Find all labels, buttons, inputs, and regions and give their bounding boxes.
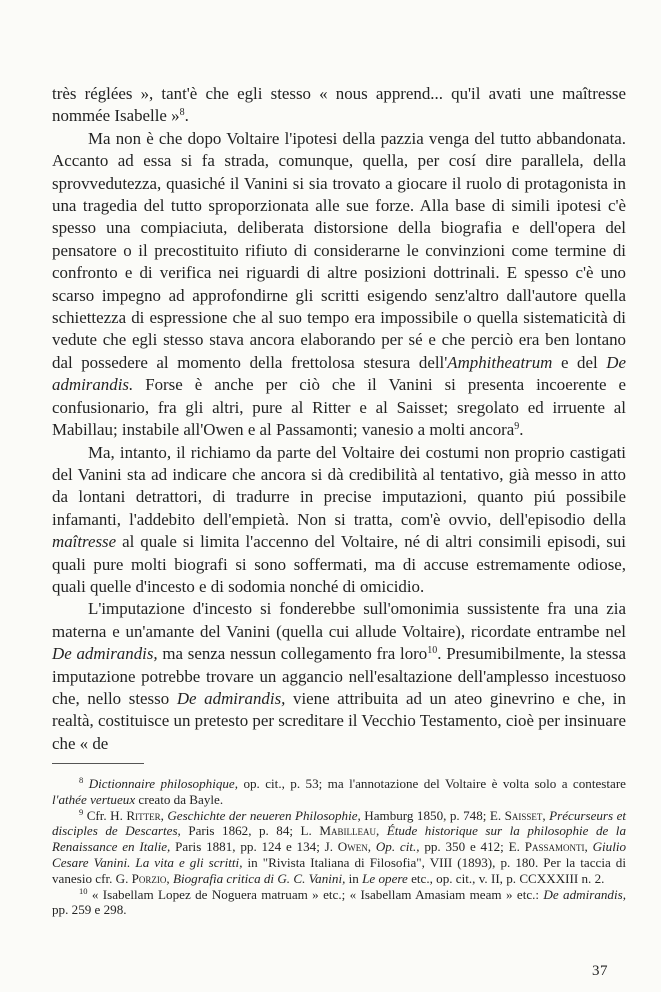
footnote-ref-8: 8: [179, 107, 185, 119]
footnote-ref-9: 9: [514, 421, 520, 433]
footnotes: [52, 776, 626, 918]
paragraph-4: L'imputazione d'incesto si fonderebbe sull'omonimia sussistente fra una zia materna e un'amante del Vanini (quella cui allude Voltaire), ricordate entrambe nel De admirandis, ma senza nessun collegamento fra loro$^{10}$. Presumibilmente, la stessa imputazione potrebbe trovare un aggancio nell'esaltazione dell'amplesso incestuoso che, nello stesso De admirandis, viene attribuita ad un ateo ginevrino e che, in realtà, costituisce un pretesto per screditare il Vecchio Testamento, cioè per insinuare che « de: [52, 599, 626, 753]
footnote-8: $^8$ Dictionnaire philosophique, op. cit., p. 53; ma l'annotazione del Voltaire è volta solo a contestare l'athée vertueux creato da Bayle.: [52, 775, 626, 807]
main-text: [52, 83, 626, 755]
footnote-9: $^9$ Cfr. H. Ritter, Geschichte der neueren Philosophie, Hamburg 1850, p. 748; E. Saisset, Précurseurs et disciples de Descartes, Paris 1862, p. 84; L. Mabilleau, Étude historique sur la philosophie de la Renaissance en Italie, Paris 1881, pp. 124 e 134; J. Owen, Op. cit., pp. 350 e 412; E. Passamonti, Giulio Cesare Vanini. La vita e gli scritti, in "Rivista Italiana di Filosofia", VIII (1893), p. 180. Per la taccia di vanesio cfr. G. Porzio, Biografia critica di G. C. Vanini, in Le opere etc., op. cit., v. II, p. CCXXXIII n. 2.: [52, 806, 627, 886]
paragraph-1: très réglées », tant'è che egli stesso « nous apprend... qu'il avati une maîtresse nommée Isabelle »$^8$.: [52, 84, 626, 126]
paragraph-3: Ma, intanto, il richiamo da parte del Voltaire dei costumi non proprio castigati del Vanini sta ad indicare che ancora si dà credibilità al tentativo, già messo in atto da lontani detrattori, di tradurre in precise imputazioni, quanto piú possibile infamanti, l'addebito dell'empietà. Non si tratta, com'è ovvio, dell'episodio della maîtresse al quale si limita l'accenno del Voltaire, né di altri consimili episodi, sui quali pure molti biografi si sono soffermati, ma di accuse estremamente odiose, quali quelle d'incesto e di sodomia nonché di omicidio.: [52, 442, 626, 596]
footnote-10: $^{10}$ « Isabellam Lopez de Noguera matruam » etc.; « Isabellam Amasiam meam » etc.: De admirandis, pp. 259 e 298.: [52, 885, 626, 918]
footnote-divider: [52, 763, 144, 764]
page-number: 37: [592, 963, 608, 979]
footnote-ref-10: 10: [427, 645, 438, 657]
paragraph-2: Ma non è che dopo Voltaire l'ipotesi della pazzia venga del tutto abbandonata. Accanto ad essa si fa strada, comunque, quella, per cosí dire parallela, della sprovvedutezza, quasiché il Vanini si sia trovato a giocare il ruolo di protagonista in una tragedia del tutto sproporzionata alle sue forze. Alla base di simili ipotesi c'è spesso una compiaciuta, deliberata distorsione della biografia e dell'opera del pensatore o il precostituito rifiuto di considerarne le convinzioni come termine di confronto e di verifica nei riguardi di altre posizioni dottrinali. E spesso c'è uno scarso impegno ad approfondirne gli scritti esigendo senz'altro dall'autore quella schiettezza di espressione che al suo tempo era impossibile o quella sistematicità di vedute che egli stesso stava ancora elaborando per sé e che perciò era ben lontano dal possedere al momento della frettolosa stesura dell'Amphitheatrum e del De admirandis. Forse è anche per ciò che il Vanini si presenta incoerente e confusionario, fra gli altri, pure al Ritter e al Saisset; sregolato ed irruente al Mabillau; instabile all'Owen e al Passamonti; vanesio a molti ancora$^9$.: [52, 128, 626, 440]
